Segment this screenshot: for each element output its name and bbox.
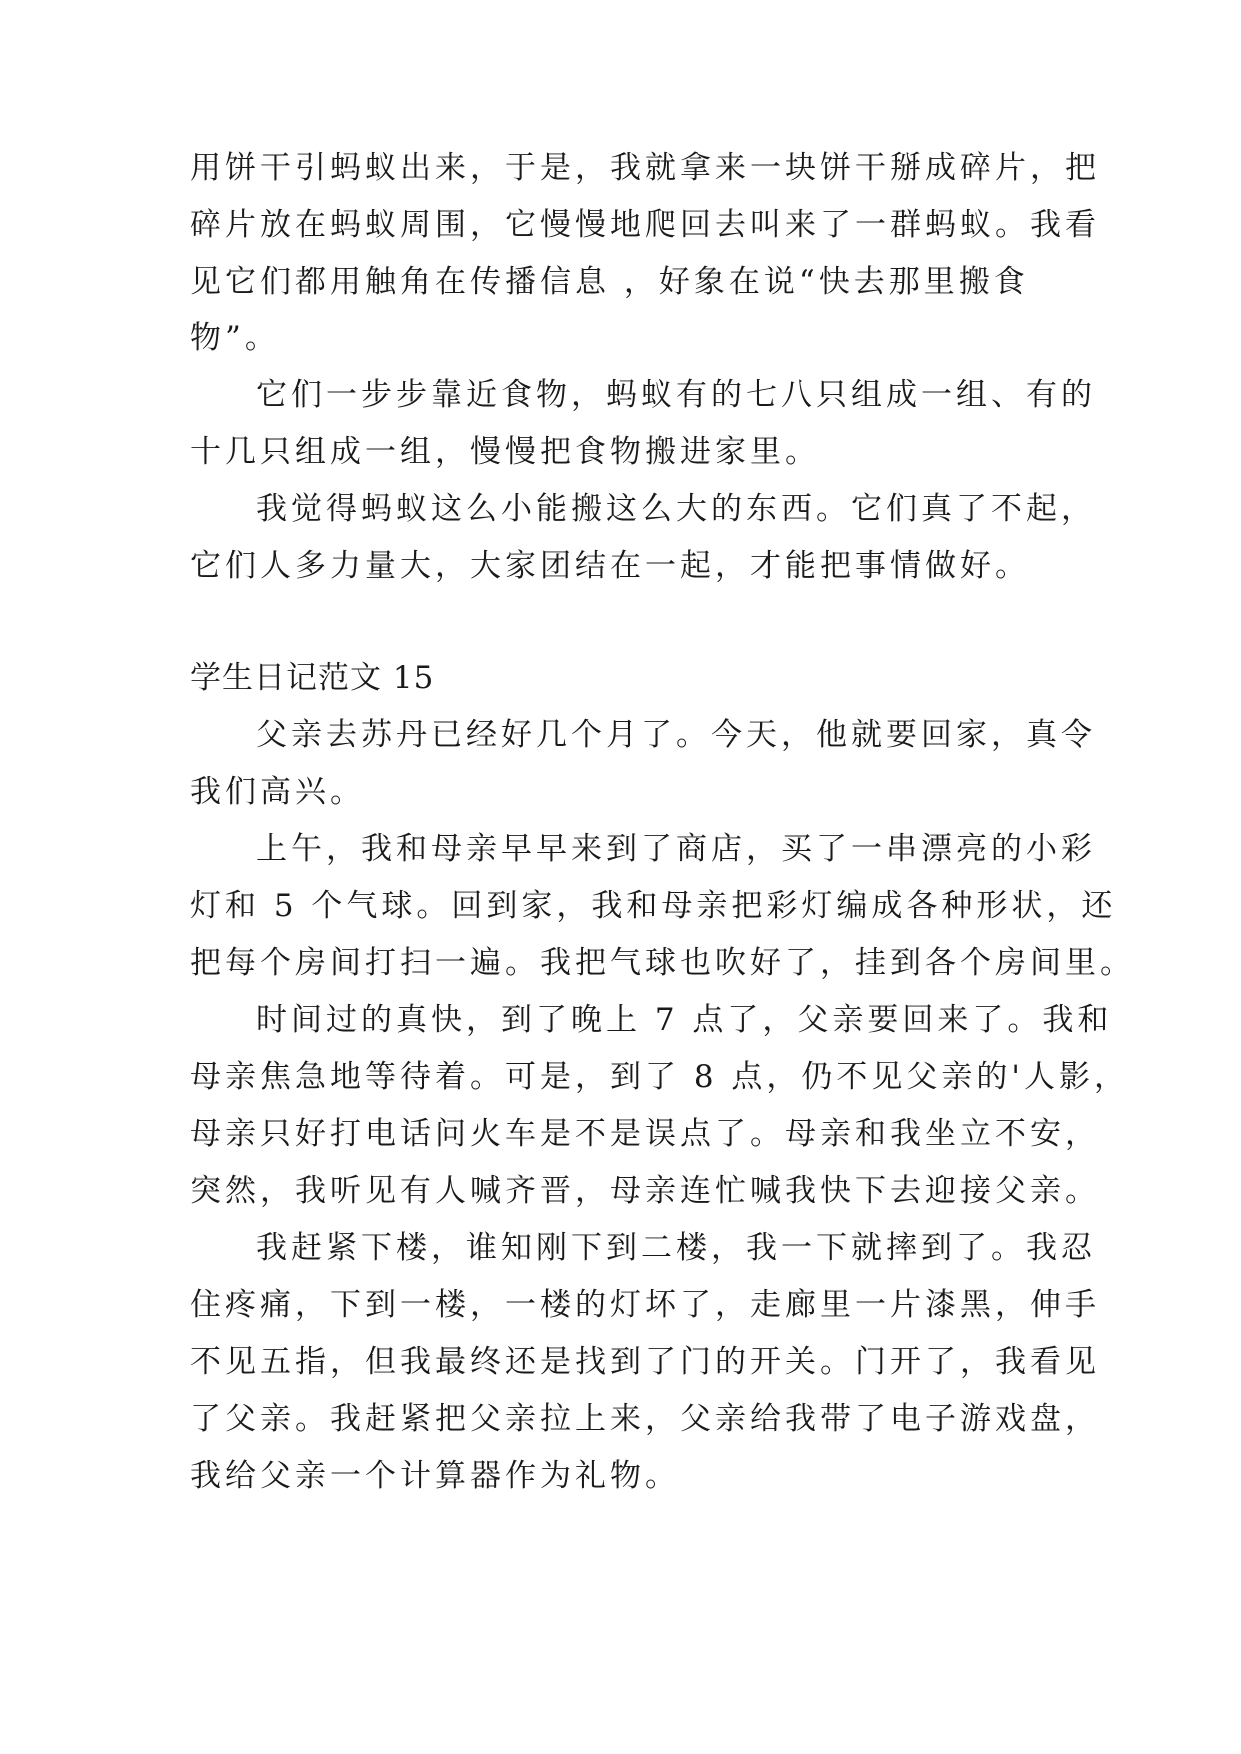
paragraph-line: 碎片放在蚂蚁周围，它慢慢地爬回去叫来了一群蚂蚁。我看 [190,207,1100,243]
paragraph-line: 了父亲。我赶紧把父亲拉上来，父亲给我带了电子游戏盘， [190,1401,1100,1437]
paragraph-line: 见它们都用触角在传播信息 ，好象在说“快去那里搬食 [190,264,1029,300]
paragraph-line: 上午，我和母亲早早来到了商店，买了一串漂亮的小彩 [256,831,1096,867]
paragraph-line: 我觉得蚂蚁这么小能搬这么大的东西。它们真了不起， [256,491,1096,527]
paragraph-line: 母亲只好打电话问火车是不是误点了。母亲和我坐立不安， [190,1116,1100,1152]
paragraph-line: 十几只组成一组，慢慢把食物搬进家里。 [190,434,820,470]
paragraph-line: 把每个房间打扫一遍。我把气球也吹好了，挂到各个房间里。 [190,945,1135,981]
paragraph-line: 灯和 5 个气球。回到家，我和母亲把彩灯编成各种形状，还 [190,888,1117,924]
section-heading: 学生日记范文 15 [190,660,435,696]
paragraph-line: 突然，我听见有人喊齐晋，母亲连忙喊我快下去迎接父亲。 [190,1173,1100,1209]
paragraph-line: 母亲焦急地等待着。可是，到了 8 点，仍不见父亲的'人影， [190,1059,1129,1095]
paragraph-line: 父亲去苏丹已经好几个月了。今天，他就要回家，真令 [256,717,1096,753]
paragraph-line: 我给父亲一个计算器作为礼物。 [190,1458,680,1494]
paragraph-line: 它们人多力量大，大家团结在一起，才能把事情做好。 [190,548,1030,584]
paragraph-line: 不见五指，但我最终还是找到了门的开关。门开了，我看见 [190,1344,1100,1380]
paragraph-line: 我赶紧下楼，谁知刚下到二楼，我一下就摔到了。我忍 [256,1230,1096,1266]
paragraph-line: 我们高兴。 [190,774,365,810]
paragraph-line: 用饼干引蚂蚁出来，于是，我就拿来一块饼干掰成碎片，把 [190,150,1100,186]
paragraph-line: 住疼痛，下到一楼，一楼的灯坏了，走廊里一片漆黑，伸手 [190,1287,1100,1323]
paragraph-line: 它们一步步靠近食物，蚂蚁有的七八只组成一组、有的 [256,377,1096,413]
paragraph-line: 时间过的真快，到了晚上 7 点了，父亲要回来了。我和 [256,1002,1113,1038]
paragraph-line: 物”。 [190,320,280,356]
